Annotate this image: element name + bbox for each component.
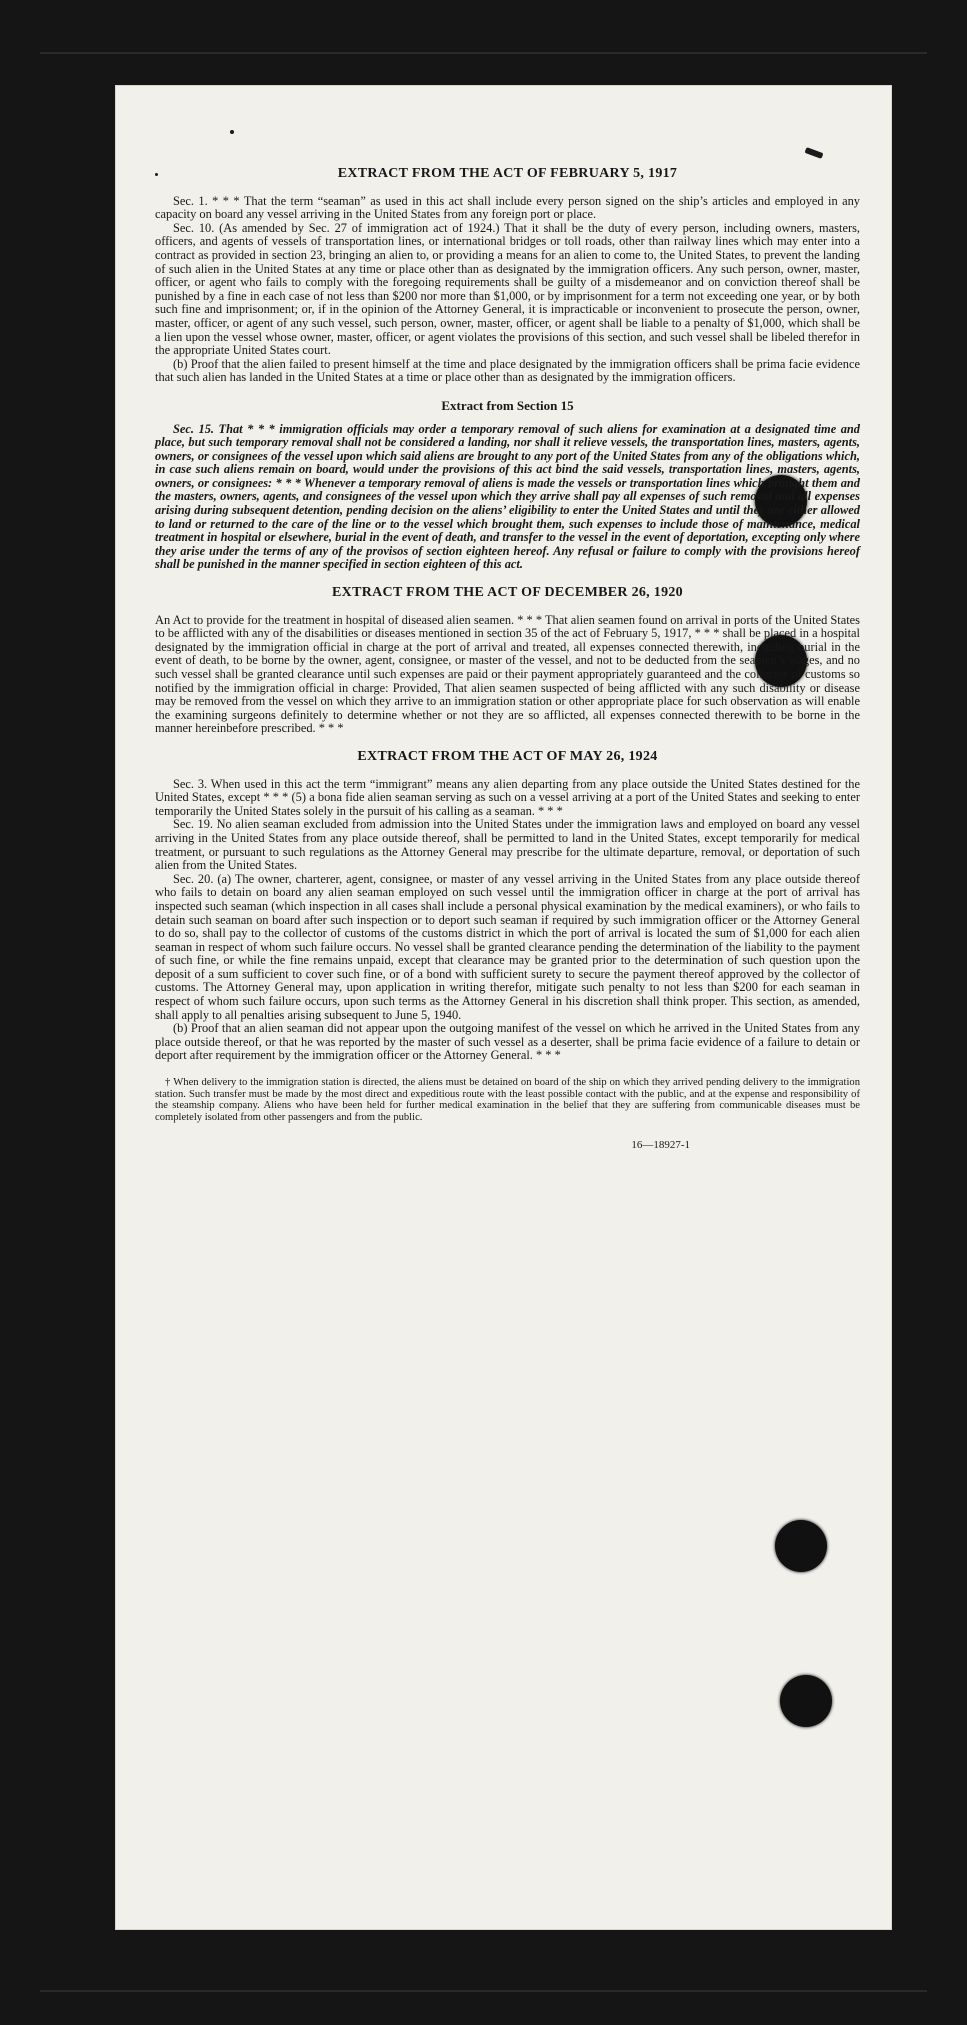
footnote (155, 1077, 860, 1123)
act-1924-section (155, 750, 860, 1063)
act-1920-section (155, 586, 860, 736)
document-content (155, 167, 860, 1153)
paragraph: An Act to provide for the treatment in hospital of diseased alien seamen. * * * That alien seamen found on arrival in ports of the United States to be afflicted with any of the disabilities or diseases mentioned in section 35 of the act of February 5, 1917, * * * shall be placed in a hospital designated by the immigration official in charge at the port of arrival and treated, all expenses connected therewith, including burial in the event of death, to be borne by the owner, agent, consignee, or master of the vessel, and not to be deducted from the seamen’s wages, and no such vessel shall be granted clearance until such expenses are paid or their payment appropriately guaranteed and the collector of customs so notified by the immigration official in charge: Provided, That alien seamen suspected of being afflicted with any such disability or disease may be removed from the vessel on which they arrive to an immigration station or other appropriate place for such observation as will enable the examining surgeons definitely to determine whether or not they are so afflicted, all expenses connected therewith to be borne in the manner hereinbefore prescribed. * * * (155, 612, 860, 736)
section-heading: EXTRACT FROM THE ACT OF FEBRUARY 5, 1917 (337, 166, 678, 181)
paragraph: Sec. 10. (As amended by Sec. 27 of immigration act of 1924.) That it shall be the duty of every person, including owners, masters, officers, and agents of vessels of transportation lines, or international bridges or toll roads, other than railway lines which may enter into a contract as provided in section 23, bringing an alien to, or providing a means for an alien to come to, the United States, to prevent the landing of such alien in the United States at any time or place other than as designated by the immigration officers. Any such person, owner, master, officer, or agent who fails to comply with the foregoing requirements shall be guilty of a misdemeanor and on conviction thereof shall be punished by a fine in each case of not less than $200 nor more than $1,000, or by imprisonment for a term not exceeding one year, or by both such fine and imprisonment; or, if in the opinion of the Attorney General, it is impracticable or inconvenient to prosecute the person, owner, master, officer, or agent of any such vessel, such person, owner, master, officer, or agent shall be liable to a penalty of $1,000, which shall be a lien upon the vessel whose owner, master, officer, or agent violates the provisions of this section, and such vessel shall be libeled therefor in the appropriate United States court. (155, 220, 860, 358)
section-15-extract (155, 399, 860, 572)
section-heading: EXTRACT FROM THE ACT OF DECEMBER 26, 1920 (332, 585, 683, 601)
paragraph: Sec. 1. * * * That the term “seaman” as used in this act shall include every person signed on the ship’s articles and employed in any capacity on board any vessel arriving in the United States from any foreign port or place. (155, 193, 860, 222)
scan-speck (230, 130, 234, 134)
paragraph: (b) Proof that the alien failed to present himself at the time and place designated by the immigration officers shall be prima facie evidence that such alien has landed in the United States at a time or place other than as designated by the immigration officers. (155, 356, 860, 385)
footnote-text: † When delivery to the immigration station is directed, the aliens must be detained on board of the ship on which they arrived pending delivery to the immigration station. Such transfer must be made by the most direct and expeditious route with the least possible contact with the public, and at the expense and responsibility of the steamship company. Aliens who have been held for further medical examination in the belief that they are suffering from communicable diseases must be completely isolated from other passengers and from the public. (155, 1077, 860, 1123)
act-1917-section (155, 167, 860, 385)
paragraph: Sec. 15. That * * * immigration officials may order a temporary removal of such aliens for examination at a designated time and place, but such temporary removal shall not be considered a landing, nor shall it relieve vessels, the transportation lines, masters, agents, owners, or consignees of the vessel upon which said aliens are brought to any port of the United States from any of the obligations which, in case such aliens remain on board, would under the provisions of this act bind the said vessels, transportation lines, masters, agents, owners, or consignees: * * * Whenever a temporary removal of aliens is made the vessels or transportation lines which brought them and the masters, owners, agents, and consignees of the vessel upon which they arrive shall pay all expenses of such removal and all expenses arising during subsequent detention, pending decision on the aliens’ eligibility to enter the United States and until they are either allowed to land or returned to the care of the line or to the vessel which brought them, such expenses to include those of maintenance, medical treatment in hospital or elsewhere, burial in the event of death, and transfer to the vessel in the event of deportation, excepting only where they arise under the terms of any of the provisos of section eighteen hereof. Any refusal or failure to comply with the provisions hereof shall be punished in the manner specified in section eighteen of this act. (155, 421, 860, 572)
punch-hole (775, 1520, 827, 1572)
punch-hole (780, 1675, 832, 1727)
paragraph: Sec. 19. No alien seaman excluded from admission into the United States under the immigration laws and employed on board any vessel arriving in the United States from any place outside thereof, shall be permitted to land in the United States, except temporarily for medical treatment, or pursuant to such regulations as the Attorney General may prescribe for the ultimate departure, removal, or deportation of such alien from the United States. (155, 817, 860, 873)
section-heading: Extract from Section 15 (441, 397, 574, 413)
form-number: 16—18927-1 (631, 1139, 690, 1152)
paragraph: Sec. 20. (a) The owner, charterer, agent, consignee, or master of any vessel arriving in the United States from any place outside thereof who fails to detain on board any alien seaman employed on such vessel until the immigration officer in charge at the port of arrival has inspected such seaman (which inspection in all cases shall include a personal physical examination by the medical examiners), or who fails to detain such seaman on board after such inspection or to deport such seaman if required by such immigration officer or the Attorney General to do so, shall pay to the collector of customs of the customs district in which the port of arrival is located the sum of $1,000 for each alien seaman in respect of whom such failure occurs. No vessel shall be granted clearance pending the determination of the liability to the payment of such fine, or while the fine remains unpaid, except that clearance may be granted prior to the determination of such question upon the deposit of a sum sufficient to cover such fine, or of a bond with sufficient surety to secure the payment thereof approved by the collector of customs. The Attorney General may, upon application in writing therefor, mitigate such penalty to not less than $200 for each seaman in respect of whom such failure occurs, upon such terms as the Attorney General in his discretion shall think proper. This section, as amended, shall apply to all penalties arising subsequent to June 5, 1940. (155, 871, 860, 1022)
paragraph: Sec. 3. When used in this act the term “immigrant” means any alien departing from any place outside the United States destined for the United States, except * * * (5) a bona fide alien seaman serving as such on a vessel arriving at a port of the United States and seeking to enter temporarily the United States solely in the pursuit of his calling as a seaman. * * * (155, 776, 860, 818)
section-heading: EXTRACT FROM THE ACT OF MAY 26, 1924 (357, 748, 658, 764)
scan-speck (805, 147, 824, 159)
document-page (115, 85, 892, 1930)
film-edge-line (40, 1990, 927, 1992)
film-edge-line (40, 52, 927, 54)
paragraph: (b) Proof that an alien seaman did not appear upon the outgoing manifest of the vessel on which he arrived in the United States from any place outside thereof, or that he was reported by the master of such vessel as a deserter, shall be prima facie evidence of a failure to detain or deport after requirement by the immigration officer or the Attorney General. * * * (155, 1021, 860, 1063)
